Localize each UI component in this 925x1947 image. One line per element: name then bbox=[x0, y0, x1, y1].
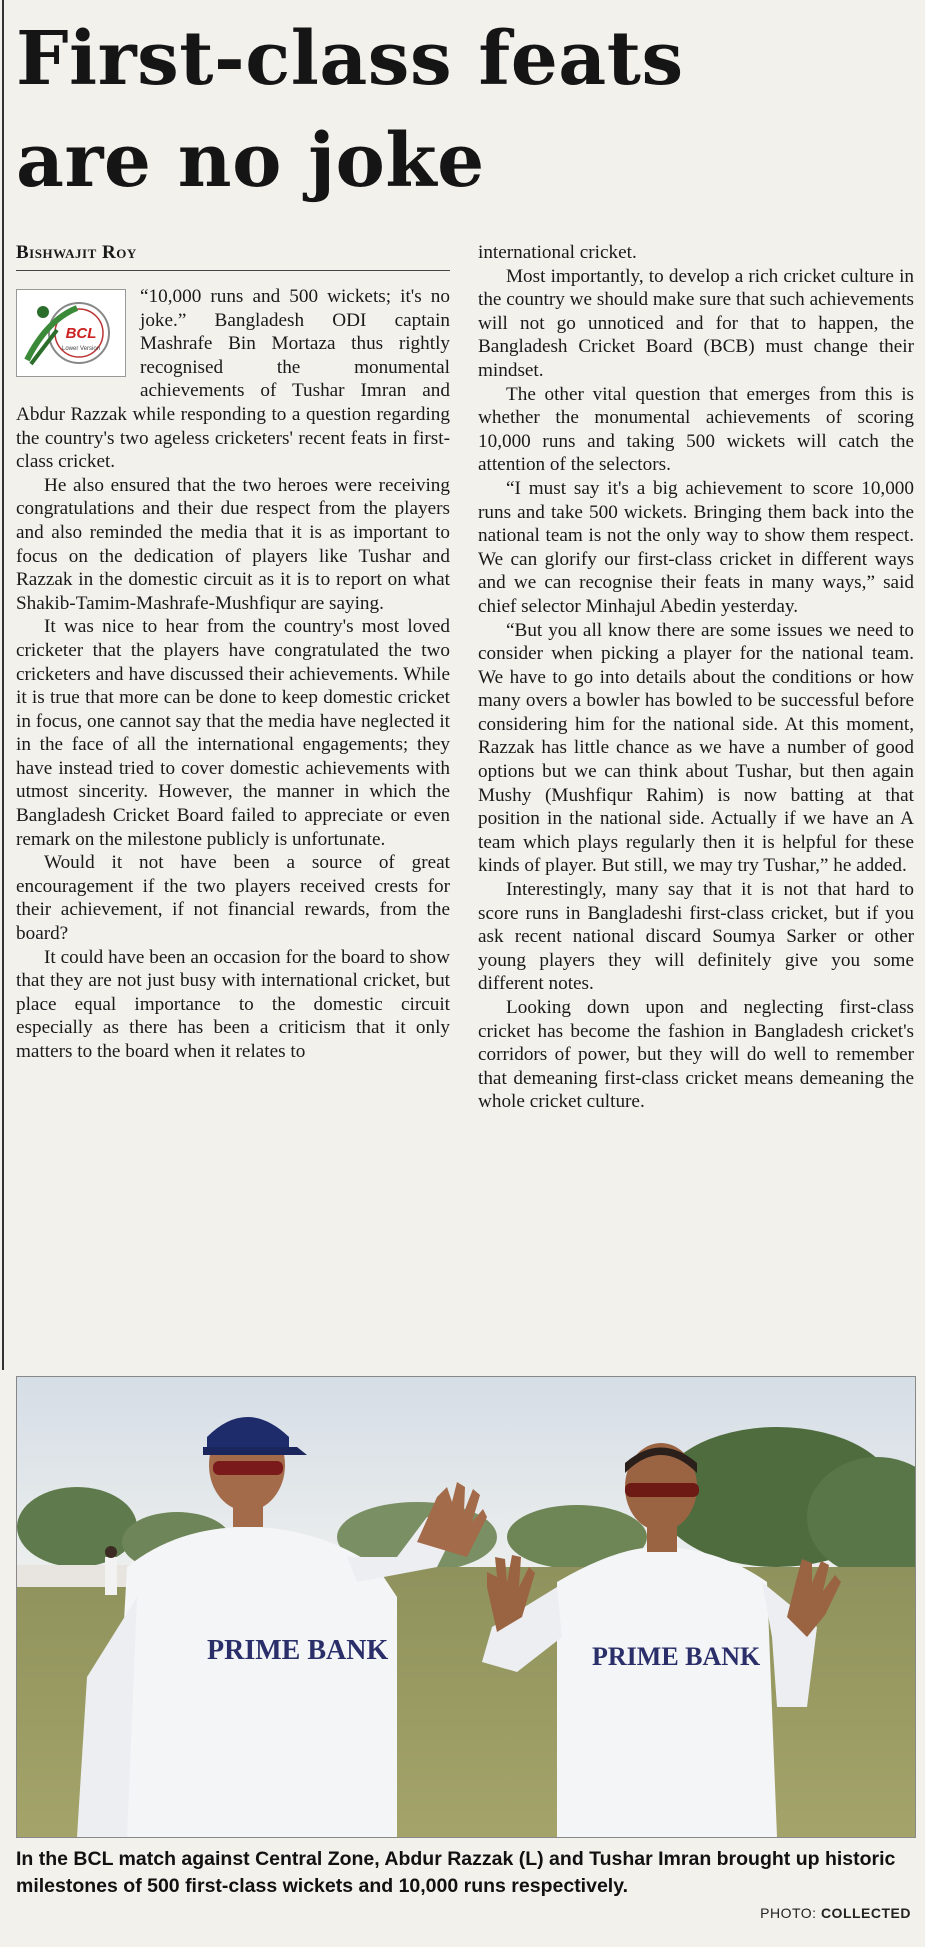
photo-caption: In the BCL match against Central Zone, Abdur Razzak (L) and Tushar Imran brought up historic milestones of 500 first-class wickets and 10,000 runs respectively. bbox=[16, 1848, 896, 1897]
paragraph: He also ensured that the two heroes were receiving congratulations and their due respect from the players and also reminded the media that it is as important to focus on the dedication of players like Tushar and Razzak in the domestic circuit as it is to report on what Shakib-Tamim-Mashrafe-Mushfiqur are saying. bbox=[16, 474, 450, 614]
paragraph: Looking down upon and neglecting first-class cricket has become the fashion in Bangladesh cricket's corridors of power, but they will do well to remember that demeaning first-class cricket means demeaning the whole cricket culture. bbox=[478, 997, 914, 1113]
photo-credit bbox=[760, 1905, 911, 1921]
paragraph-continued: international cricket. bbox=[478, 242, 637, 263]
byline: Bishwajit Roy bbox=[16, 242, 450, 271]
paragraph: “10,000 runs and 500 wickets; it's no joke.” Bangladesh ODI captain Mashrafe Bin Mortaza thus rightly recognised the monumental achievements of Tushar Imran and Abdur Razzak while responding to a question regarding the country's two ageless cricketers' recent feats in first-class cricket. bbox=[16, 286, 450, 473]
paragraph: It was nice to hear from the country's most loved cricketer that the players have congratulated the two cricketers and have discussed their achievements. While it is true that more can be done to keep domestic cricket in focus, one cannot say that the media have neglected it in the face of all the international engagements; they have instead tried to cover domestic achievements with utmost sincerity. However, the manner in which the Bangladesh Cricket Board failed to appreciate or even remark on the milestone publicly is unfortunate. bbox=[16, 616, 450, 850]
bcl-logo bbox=[16, 289, 126, 377]
headline-line-2: are no joke bbox=[16, 118, 485, 204]
paragraph: It could have been an occasion for the board to show that they are not just busy with international cricket, but place equal importance to the domestic circuit especially as there has been a criticism that it only matters to the board when it relates to bbox=[16, 946, 450, 1062]
paragraph: Would it not have been a source of great encouragement if the two players received crests for their achievement, if not financial rewards, from the board? bbox=[16, 852, 450, 945]
headline bbox=[16, 8, 906, 212]
article-column-left bbox=[16, 285, 450, 1064]
paragraph: Most importantly, to develop a rich cricket culture in the country we should make sure that such achievements will not go unnoticed and for that to happen, the Bangladesh Cricket Board (BCB) must change their mindset. bbox=[478, 265, 914, 381]
shirt-text-left: PRIME BANK bbox=[207, 1635, 389, 1666]
photo-credit-label: PHOTO: bbox=[760, 1905, 817, 1921]
photo-credit-source: COLLECTED bbox=[820, 1905, 911, 1921]
bcl-logo-text: BCL bbox=[65, 325, 97, 342]
news-photo bbox=[16, 1376, 916, 1838]
paragraph: “I must say it's a big achievement to score 10,000 runs and take 500 wickets. Bringing them back into the national team is not the only way to show them respect. We can glorify our first-class cricket in different ways and we can recognise their feats in many ways,” said chief selector Minhajul Abedin yesterday. bbox=[478, 477, 914, 617]
paragraph: The other vital question that emerges from this is whether the monumental achievements of scoring 10,000 runs and taking 500 wickets will catch the attention of the selectors. bbox=[478, 383, 914, 476]
bcl-logo-subtext: Lower Version bbox=[61, 346, 101, 352]
article-column-right bbox=[478, 241, 914, 1114]
headline-line-1: First-class feats bbox=[16, 16, 684, 102]
paragraph: “But you all know there are some issues we need to consider when picking a player for the national team. We have to go into details about the conditions or how many overs a bowler has bowled to be successful before considering him for the national side. At this moment, Razzak has little chance as we have a number of good options but we can think about Tushar, but then again Mushy (Mushfiqur Rahim) is now batting at that position in the national side. Actually if we have an A team which plays regularly then it is helpful for these kinds of player. But still, we may try Tushar,” he added. bbox=[478, 619, 914, 877]
shirt-text-right: PRIME BANK bbox=[592, 1642, 761, 1671]
paragraph: Interestingly, many say that it is not that hard to score runs in Bangladeshi first-class cricket, but if you ask recent national discard Soumya Sarker or other young players they will definitely give you some different notes. bbox=[478, 879, 914, 995]
column-rule bbox=[2, 0, 4, 1370]
